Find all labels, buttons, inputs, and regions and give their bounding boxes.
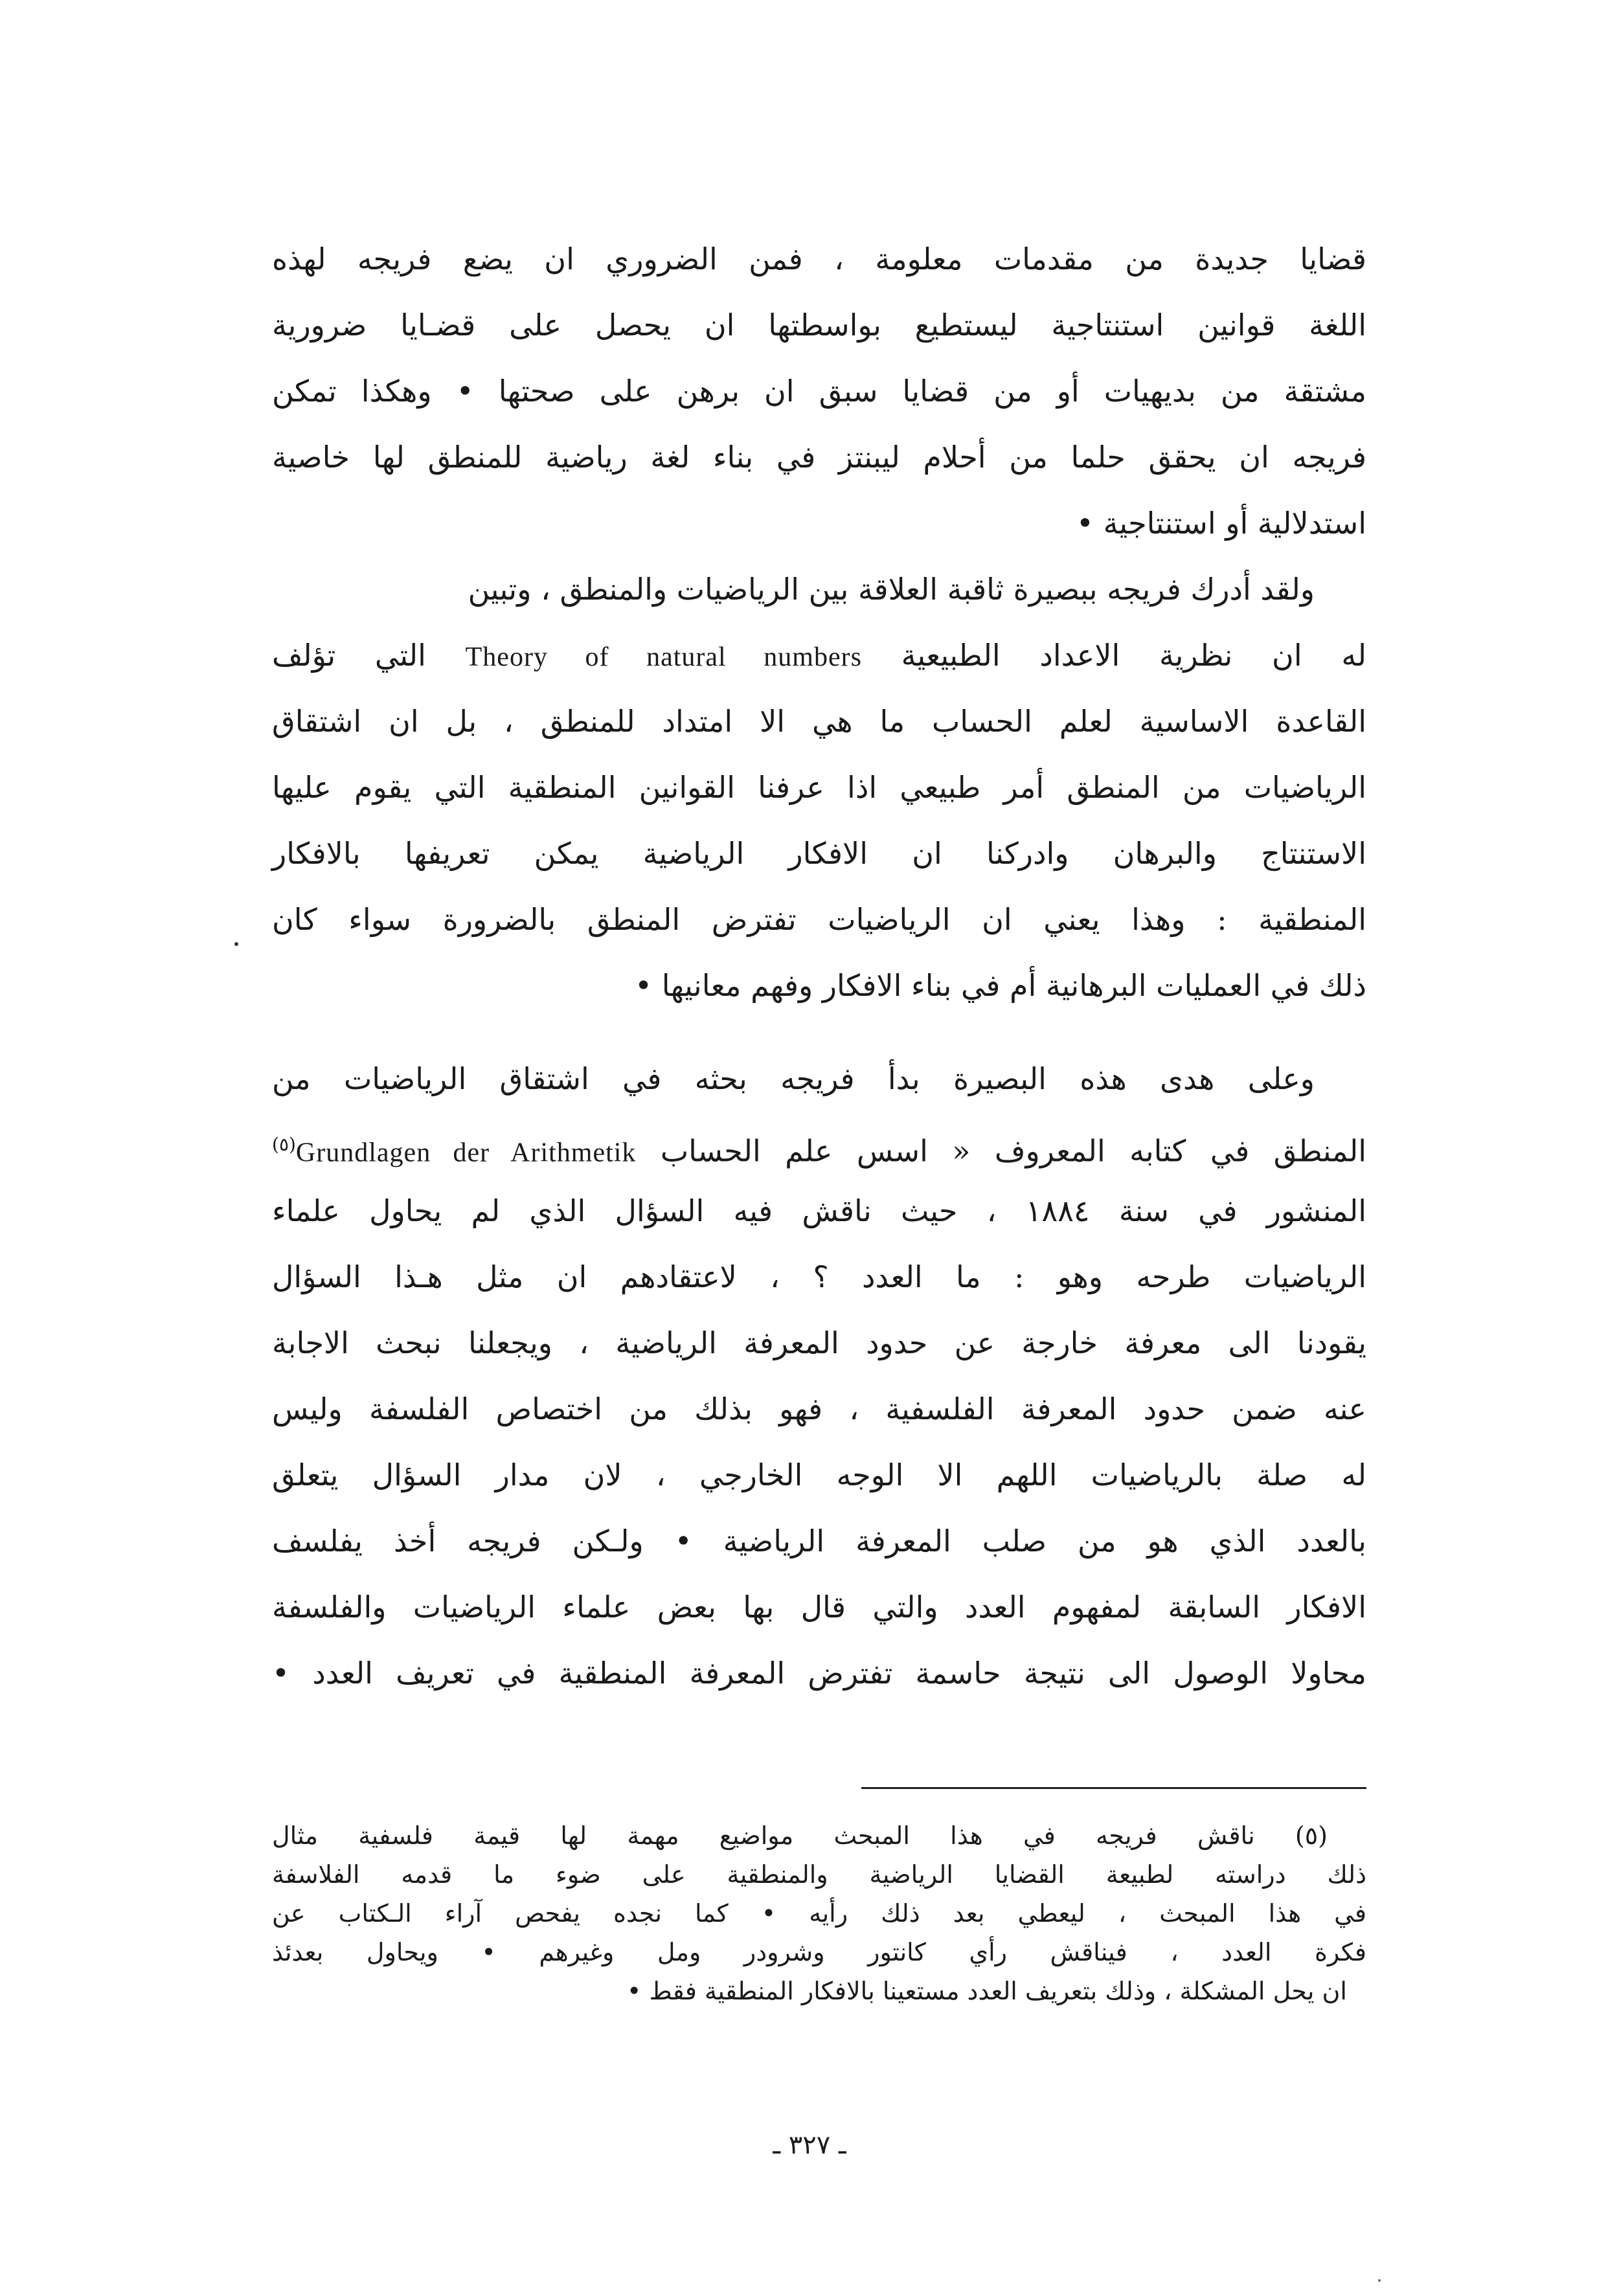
text-line: يقودنا الى معرفة خارجة عن حدود المعرفة الرياضية ، ويجعلنا نبحث الاجابة: [272, 1325, 1366, 1360]
german-book-title: Grundlagen der Arithmetik: [295, 1138, 637, 1168]
text-line: الافكار السابقة لمفهوم العدد والتي قال بها بعض علماء الرياضيات والفلسفة: [272, 1590, 1366, 1625]
text-line-with-german-title: [272, 1125, 1366, 1172]
margin-mark: [234, 942, 238, 946]
text-line: له صلة بالرياضيات اللهم الا الوجه الخارجي ، لان مدار السؤال يتعلق: [272, 1458, 1366, 1492]
footnote-line: في هذا المبحث ، ليعطي بعد ذلك رأيه • كما نجده يفحص آراء الـكتاب عن: [272, 1899, 1366, 1928]
footnote-reference: (٥): [272, 1134, 296, 1155]
footnote-line: ان يحل المشكلة ، وذلك بتعريف العدد مستعينا بالافكار المنطقية فقط •: [626, 1977, 1347, 2005]
footnote-line: ذلك دراسته لطبيعة القضايا الرياضية والمنطقية على ضوء ما قدمه الفلاسفة: [272, 1860, 1366, 1889]
text-line: قضايا جديدة من مقدمات معلومة ، فمن الضروري ان يضع فريجه لهذه: [272, 242, 1366, 276]
footnote-separator: [861, 1787, 1366, 1789]
text-segment: له ان نظرية الاعداد الطبيعية: [901, 638, 1367, 673]
text-line: عنه ضمن حدود المعرفة الفلسفية ، فهو بذلك من اختصاص الفلسفة وليس: [272, 1391, 1366, 1426]
text-line: محاولا الوصول الى نتيجة حاسمة تفترض المعرفة المنطقية في تعريف العدد •: [272, 1656, 1366, 1691]
text-line: الرياضيات طرحه وهو : ما العدد ؟ ، لاعتقادهم ان مثل هـذا السؤال: [272, 1259, 1366, 1294]
text-line: اللغة قوانين استنتاجية ليستطيع بواسطتها ان يحصل على قضـايا ضرورية: [272, 308, 1366, 343]
text-line: استدلالية أو استنتاجية •: [1076, 506, 1366, 541]
text-segment: المنطق في كتابه المعروف « اسس علم الحساب: [660, 1133, 1366, 1169]
text-line: الرياضيات من المنطق أمر طبيعي اذا عرفنا القوانين المنطقية التي يقوم عليها: [272, 770, 1366, 805]
text-line: ولقد أدرك فريجه ببصيرة ثاقبة العلاقة بين الرياضيات والمنطق ، وتبين: [468, 572, 1315, 607]
text-line: ذلك في العمليات البرهانية أم في بناء الافكار وفهم معانيها •: [635, 968, 1366, 1003]
text-line: الاستنتاج والبرهان وادركنا ان الافكار الرياضية يمكن تعريفها بالافكار: [272, 836, 1366, 871]
text-line: مشتقة من بديهيات أو من قضايا سبق ان برهن على صحتها • وهكذا تمكن: [272, 374, 1366, 409]
margin-mark: [1378, 2279, 1381, 2282]
text-line: وعلى هدى هذه البصيرة بدأ فريجه بحثه في اشتقاق الرياضيات من: [272, 1061, 1315, 1096]
text-line: المنشور في سنة ١٨٨٤ ، حيث ناقش فيه السؤال الذي لم يحاول علماء: [272, 1193, 1366, 1228]
english-term: Theory of natural numbers: [465, 642, 862, 672]
page-number: ـ ٣٢٧ ـ: [773, 2130, 846, 2160]
text-line: المنطقية : وهذا يعني ان الرياضيات تفترض المنطق بالضرورة سواء كان: [272, 902, 1366, 937]
text-segment: التي تؤلف: [272, 638, 426, 673]
text-line: فريجه ان يحقق حلما من أحلام ليبنتز في بناء لغة رياضية للمنطق لها خاصية: [272, 440, 1366, 475]
footnote-line: (٥) ناقش فريجه في هذا المبحث مواضيع مهمة لها قيمة فلسفية مثال: [272, 1821, 1328, 1850]
footnote-line: فكرة العدد ، فيناقش رأي كانتور وشرودر ومل وغيرهم • ويحاول بعدئذ: [272, 1938, 1366, 1966]
text-line: بالعدد الذي هو من صلب المعرفة الرياضية • ولـكن فريجه أخذ يفلسف: [272, 1524, 1366, 1559]
text-line: القاعدة الاساسية لعلم الحساب ما هي الا امتداد للمنطق ، بل ان اشتقاق: [272, 704, 1366, 739]
text-line-with-english-term: [272, 636, 1366, 677]
